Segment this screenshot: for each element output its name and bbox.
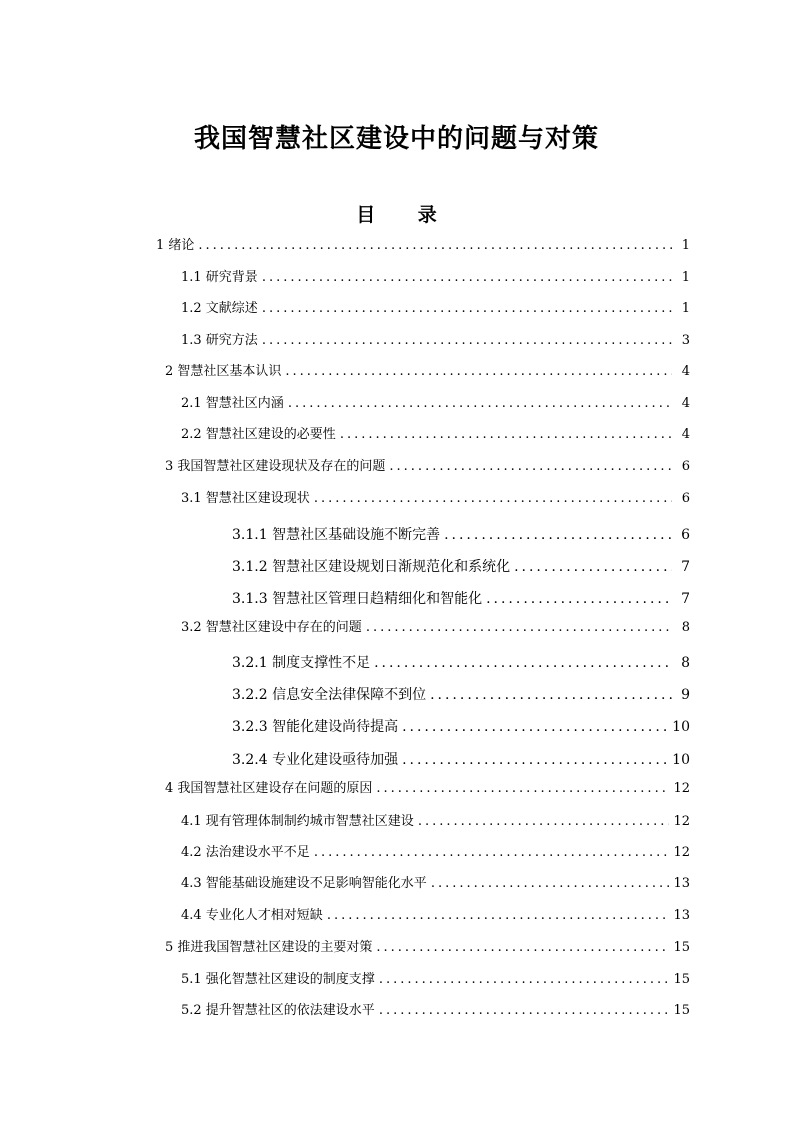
toc-leader [430, 685, 672, 705]
toc-entry[interactable] [232, 589, 690, 609]
toc-leader [389, 457, 672, 477]
toc-leader [431, 874, 670, 894]
toc-entry[interactable] [181, 425, 690, 445]
toc-entry-page: 8 [681, 655, 690, 671]
toc-leader [418, 812, 670, 832]
toc-entry-page: 12 [673, 814, 690, 829]
toc-entry-page: 4 [681, 427, 690, 442]
toc-leader [340, 425, 672, 445]
toc-leader [402, 717, 668, 737]
toc-entry[interactable] [181, 331, 690, 351]
toc-entry-label: 5.2 提升智慧社区的依法建设水平 [181, 1003, 375, 1018]
toc-entry-label: 1.3 研究方法 [181, 333, 258, 348]
toc-leader [374, 653, 672, 673]
toc-entry-label: 3.2 智慧社区建设中存在的问题 [181, 620, 362, 635]
toc-leader [198, 236, 672, 256]
toc-leader [376, 779, 669, 799]
toc-leader [327, 906, 670, 926]
toc-entry[interactable] [156, 236, 690, 256]
toc-entry-label: 3 我国智慧社区建设现状及存在的问题 [165, 459, 386, 474]
toc-entry-page: 10 [672, 719, 690, 735]
toc-heading: 目 录 [356, 204, 455, 226]
toc-entry-page: 12 [673, 845, 690, 860]
toc-leader [366, 618, 672, 638]
toc-entry-label: 4.3 智能基础设施建设不足影响智能化水平 [181, 876, 427, 891]
toc-leader [486, 589, 672, 609]
toc-entry-label: 3.2.3 智能化建设尚待提高 [232, 719, 399, 735]
toc-entry[interactable] [165, 457, 690, 477]
toc-entry-page: 6 [681, 459, 690, 474]
toc-entry-page: 1 [681, 238, 690, 253]
toc-entry[interactable] [232, 717, 690, 737]
toc-leader [262, 268, 672, 288]
toc-entry[interactable] [232, 557, 690, 577]
document-title: 我国智慧社区建设中的问题与对策 [193, 124, 599, 154]
toc-entry-label: 3.1 智慧社区建设现状 [181, 491, 310, 506]
toc-entry-label: 2 智慧社区基本认识 [165, 364, 282, 379]
toc-entry-label: 4.4 专业化人才相对短缺 [181, 908, 323, 923]
toc-entry-label: 5.1 强化智慧社区建设的制度支撑 [181, 972, 375, 987]
toc-entry-page: 9 [681, 687, 690, 703]
toc-entry[interactable] [181, 268, 690, 288]
toc-entry[interactable] [165, 779, 690, 799]
toc-leader [379, 970, 670, 990]
toc-leader [314, 843, 670, 863]
toc-entry-page: 7 [681, 591, 690, 607]
toc-leader [379, 1001, 670, 1021]
toc-leader [444, 525, 672, 545]
toc-entry[interactable] [181, 874, 690, 894]
toc-leader [285, 362, 672, 382]
toc-leader [514, 557, 672, 577]
toc-entry-label: 5 推进我国智慧社区建设的主要对策 [165, 940, 373, 955]
toc-leader [262, 331, 672, 351]
toc-entry[interactable] [232, 653, 690, 673]
toc-entry-page: 7 [681, 559, 690, 575]
toc-entry[interactable] [232, 750, 690, 770]
toc-entry-page: 1 [681, 301, 690, 316]
toc-entry-page: 8 [681, 620, 690, 635]
toc-entry-page: 15 [673, 1003, 690, 1018]
toc-entry[interactable] [232, 525, 690, 545]
toc-leader [376, 938, 669, 958]
toc-entry-label: 3.2.2 信息安全法律保障不到位 [232, 687, 427, 703]
toc-entry-page: 6 [681, 527, 690, 543]
toc-entry[interactable] [181, 812, 690, 832]
toc-entry-label: 4.1 现有管理体制制约城市智慧社区建设 [181, 814, 414, 829]
toc-entry-label: 4.2 法治建设水平不足 [181, 845, 310, 860]
toc-entry[interactable] [165, 362, 690, 382]
toc-entry-page: 1 [681, 270, 690, 285]
toc-entry-label: 2.1 智慧社区内涵 [181, 396, 284, 411]
toc-entry-label: 1 绪论 [156, 238, 195, 253]
toc-leader [262, 299, 672, 319]
toc-entry-page: 4 [681, 364, 690, 379]
toc-entry[interactable] [181, 970, 690, 990]
toc-entry[interactable] [165, 938, 690, 958]
toc-entry-page: 12 [673, 781, 690, 796]
toc-entry-label: 3.1.3 智慧社区管理日趋精细化和智能化 [232, 591, 483, 607]
toc-entry-page: 4 [681, 396, 690, 411]
toc-entry-label: 1.2 文献综述 [181, 301, 258, 316]
toc-entry[interactable] [181, 489, 690, 509]
toc-entry[interactable] [181, 394, 690, 414]
toc-leader [314, 489, 672, 509]
toc-leader [288, 394, 672, 414]
toc-entry-label: 3.1.1 智慧社区基础设施不断完善 [232, 527, 441, 543]
toc-entry-page: 10 [672, 752, 690, 768]
toc-entry-label: 3.1.2 智慧社区建设规划日渐规范化和系统化 [232, 559, 511, 575]
toc-entry-label: 4 我国智慧社区建设存在问题的原因 [165, 781, 373, 796]
toc-entry-page: 6 [681, 491, 690, 506]
toc-entry-label: 3.2.1 制度支撑性不足 [232, 655, 371, 671]
toc-entry[interactable] [181, 299, 690, 319]
toc-entry[interactable] [181, 618, 690, 638]
toc-entry-page: 15 [673, 972, 690, 987]
toc-entry-label: 3.2.4 专业化建设亟待加强 [232, 752, 399, 768]
toc-entry-label: 2.2 智慧社区建设的必要性 [181, 427, 336, 442]
toc-entry-page: 13 [673, 876, 690, 891]
toc-entry[interactable] [181, 906, 690, 926]
toc-entry-label: 1.1 研究背景 [181, 270, 258, 285]
toc-entry[interactable] [181, 843, 690, 863]
toc-leader [402, 750, 668, 770]
toc-entry-page: 15 [673, 940, 690, 955]
toc-entry[interactable] [181, 1001, 690, 1021]
toc-entry-page: 13 [673, 908, 690, 923]
toc-entry-page: 3 [681, 333, 690, 348]
toc-entry[interactable] [232, 685, 690, 705]
